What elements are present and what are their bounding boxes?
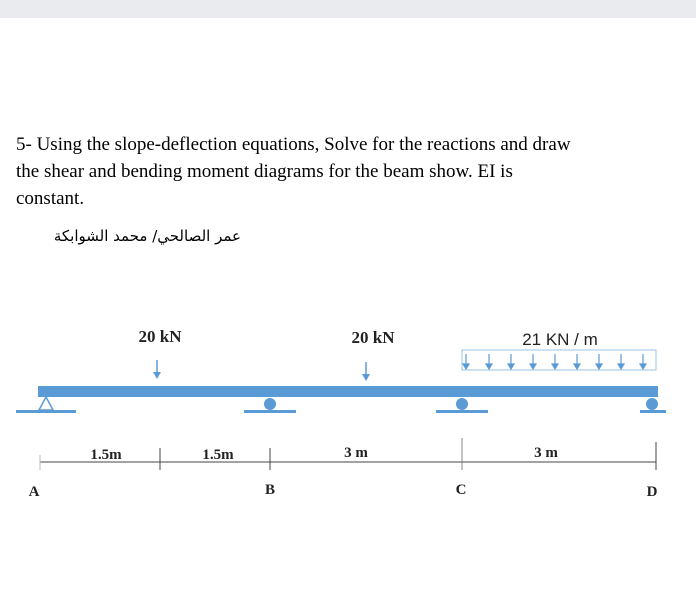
point-load-1-arrow bbox=[153, 360, 161, 379]
support-c-roller bbox=[436, 398, 488, 413]
support-a-pin bbox=[16, 397, 76, 413]
support-b-label: B bbox=[264, 482, 276, 498]
point-load-1-label: 20 kN bbox=[138, 327, 182, 346]
support-a-label: A bbox=[28, 484, 40, 500]
dimension-label-3: 3 m bbox=[344, 445, 368, 461]
author-names: عمر الصالحي/ محمد الشوابكة bbox=[53, 227, 241, 245]
support-c-label: C bbox=[455, 482, 467, 498]
support-d-roller bbox=[640, 398, 666, 413]
dimension-label-2: 1.5m bbox=[202, 447, 234, 463]
dimension-label-1: 1.5m bbox=[90, 447, 122, 463]
beam bbox=[38, 386, 658, 397]
distributed-load-label: 21 KN / m bbox=[522, 330, 598, 349]
dimension-label-4: 3 m bbox=[534, 445, 558, 461]
distributed-load bbox=[462, 350, 656, 370]
support-b-roller bbox=[244, 398, 296, 413]
support-d-label: D bbox=[646, 484, 658, 500]
problem-line-2: the shear and bending moment diagrams for the beam show. EI is bbox=[16, 161, 513, 182]
problem-line-3: constant. bbox=[16, 188, 85, 209]
problem-line-1: 5- Using the slope-deflection equations, Solve for the reactions and draw bbox=[16, 134, 571, 155]
point-load-2-arrow bbox=[362, 362, 370, 381]
point-load-2-label: 20 kN bbox=[351, 328, 395, 347]
